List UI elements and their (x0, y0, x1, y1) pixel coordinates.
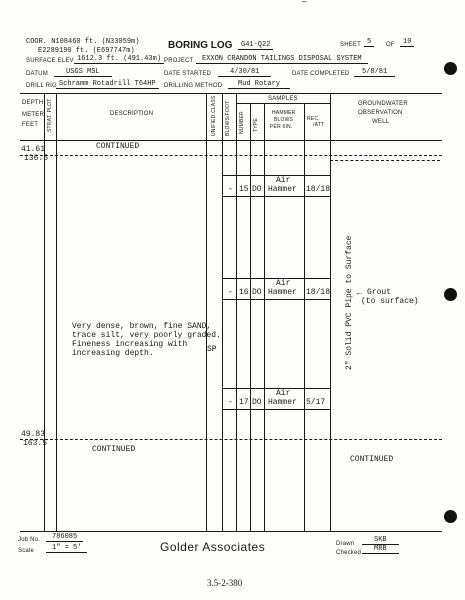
job-label: Job No. (18, 537, 41, 543)
sample-hammer-2: Hammer (268, 185, 297, 194)
scan-mark-top: — (302, 0, 307, 7)
top-boundary-line (20, 155, 442, 156)
sample-blows: - (228, 185, 233, 194)
sample-rec: 5/17 (306, 398, 326, 407)
page-reference: 3.5-2-380 (207, 578, 243, 588)
sample-rec: 18/18 (306, 288, 331, 297)
sample-interval-top (222, 278, 330, 279)
table-top-border (20, 93, 442, 94)
scale (46, 544, 87, 553)
col-number: NUMBER (239, 111, 245, 134)
sheet-number-value: 5 (364, 38, 374, 47)
sample-interval-top (222, 175, 330, 176)
col-depth: DEPTH (22, 100, 44, 106)
top-depth-meter: 41.61 (21, 145, 46, 154)
boring-id-value: G41-Q22 (238, 41, 273, 50)
sample-interval-bottom (222, 299, 330, 300)
company-name: Golder Associates (160, 540, 266, 554)
table-bottom-border (20, 531, 442, 532)
divider-blows (236, 93, 237, 531)
surface-elev-label: SURFACE ELEV (26, 58, 74, 64)
continued-bottom: CONTINUED (92, 445, 136, 454)
coordinate-north: COOR. N108460 ft. (N33059m) (26, 38, 140, 46)
col-hammer-3: PER 6IN. (270, 124, 293, 130)
sample-hammer-2: Hammer (268, 398, 297, 407)
datum-label: DATUM (26, 71, 48, 77)
coordinate-east: E2289190 ft. (E697747m) (38, 47, 135, 55)
sample-hammer-2: Hammer (268, 288, 297, 297)
col-groundwater: GROUNDWATER (358, 101, 408, 107)
surface-elev (74, 55, 164, 64)
sample-interval-bottom (222, 409, 330, 410)
scale-label: Scale (18, 548, 35, 554)
well-pipe-label: 2" Solid PVC Pipe to Surface (345, 235, 354, 370)
punch-hole-middle (444, 288, 457, 301)
col-blows-foot: BLOWS/FOOT (225, 100, 231, 136)
surface-elev-value: 1612.3 ft. (491.43m) (74, 55, 164, 64)
col-hammer-1: HAMMER (272, 110, 296, 116)
checked-value: MRB (362, 545, 399, 554)
grout-note: (to surface) (361, 297, 419, 306)
drawn-value: SKB (362, 536, 399, 545)
col-unified-class: UNIFIED CLASS (211, 95, 217, 136)
description-line-1: Very dense, brown, fine SAND, (72, 322, 212, 331)
bottom-boundary-line (20, 439, 442, 440)
divider-number (250, 103, 251, 531)
grout-arrow: ← (357, 289, 362, 298)
date-completed (354, 68, 395, 77)
drilling-method-label: DRILLING METHOD (164, 83, 223, 89)
bottom-depth-meter: 49.83 (21, 430, 46, 439)
grout-label: Grout (367, 288, 392, 297)
checked (362, 545, 399, 554)
project (196, 55, 368, 64)
sheet-total-value: 10 (400, 38, 414, 47)
sample-type: DO (252, 398, 262, 407)
continued-well: CONTINUED (350, 455, 394, 464)
punch-hole-bottom (444, 510, 457, 523)
col-depth-feet: FEET (22, 122, 39, 128)
divider-description (206, 93, 207, 531)
job-number-value: 786085 (46, 533, 83, 542)
col-hammer-2: BLOWS (274, 117, 294, 123)
date-completed-value: 5/8/81 (354, 68, 395, 77)
date-completed-label: DATE COMPLETED (292, 71, 350, 77)
unified-class-value: SP (207, 345, 217, 354)
col-observation: OBSERVATION (358, 110, 403, 116)
description-line-2: trace silt, very poorly graded. (72, 331, 221, 340)
checked-label: Checked (336, 550, 362, 556)
punch-hole-top (444, 62, 457, 75)
sample-interval-top (222, 388, 330, 389)
col-type: TYPE (253, 118, 259, 132)
sample-number: 17 (239, 398, 249, 407)
sample-blows: - (228, 288, 233, 297)
date-started-value: 4/30/81 (218, 68, 271, 77)
col-rec-att: /ATT (313, 122, 325, 128)
divider-type (264, 103, 265, 531)
well-casing-left (330, 160, 331, 450)
date-started (218, 68, 271, 77)
sample-type: DO (252, 185, 262, 194)
job-number (46, 533, 83, 542)
samples-header-divider (236, 103, 330, 104)
project-value: EXXON CRANDON TAILINGS DISPOSAL SYSTEM (196, 55, 368, 64)
sample-blows: - (228, 398, 233, 407)
description-line-3: Fineness increasing with (72, 340, 188, 349)
col-description: DESCRIPTION (110, 111, 154, 117)
boring-id (238, 41, 273, 50)
col-well: WELL (372, 119, 390, 125)
sample-hammer-1: Air (276, 176, 291, 185)
divider-hammer (304, 103, 305, 531)
sample-type: DO (252, 288, 262, 297)
col-rec: REC. (307, 116, 320, 122)
sheet-total (400, 38, 414, 47)
sample-hammer-1: Air (276, 279, 291, 288)
col-samples: SAMPLES (268, 96, 298, 102)
drill-rig (56, 80, 159, 89)
sample-hammer-1: Air (276, 389, 291, 398)
col-strat-plot: STRAT. PLOT (47, 98, 53, 132)
sample-number: 16 (239, 288, 249, 297)
col-depth-meter: METER (22, 112, 44, 118)
scale-value: 1" = 5' (46, 544, 87, 553)
continued-top: CONTINUED (96, 142, 140, 151)
well-top-dash (330, 160, 440, 161)
top-depth-feet: 136.5 (24, 154, 49, 163)
divider-strat (56, 93, 57, 531)
project-label: PROJECT (164, 58, 194, 64)
table-header-bottom-border (20, 140, 442, 141)
drilling-method (228, 80, 290, 89)
divider-unified (222, 93, 223, 531)
page-title: BORING LOG (168, 40, 233, 51)
drawn (362, 536, 399, 545)
date-started-label: DATE STARTED (164, 71, 212, 77)
bottom-depth-feet: 163.5 (23, 439, 48, 448)
sheet-number (364, 38, 374, 47)
sample-interval-bottom (222, 196, 330, 197)
of-label: OF (386, 42, 395, 48)
sample-number: 15 (239, 185, 249, 194)
drill-rig-value: Schramm Rotadrill T64HP (56, 80, 159, 89)
sheet-label: SHEET (340, 42, 362, 48)
drilling-method-value: Mud Rotary (228, 80, 290, 89)
sample-rec: 18/18 (306, 185, 331, 194)
drawn-label: Drawn (336, 541, 355, 547)
drill-rig-label: DRILL RIG (26, 83, 57, 89)
datum (54, 68, 112, 77)
description-line-4: increasing depth. (72, 349, 154, 358)
datum-value: USGS MSL (54, 68, 112, 77)
